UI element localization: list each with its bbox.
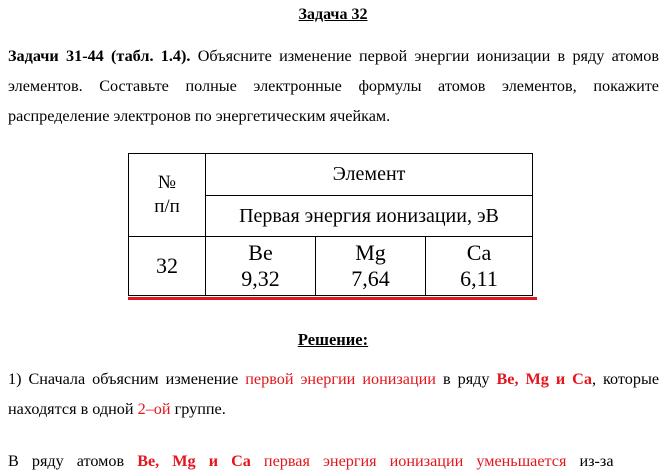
text-run: В ряду атомов (8, 452, 138, 470)
ionization-table (128, 153, 533, 296)
element-cell-mg (316, 237, 426, 296)
text-run: в ряду (435, 370, 497, 388)
task-title: Задача 32 (298, 6, 368, 23)
highlight-energy: первой энергии ионизации (245, 370, 436, 388)
energy-header: Первая энергия ионизации, эВ (206, 196, 533, 237)
solution-title: Решение: (297, 330, 369, 349)
row-number: 32 (129, 237, 206, 296)
element-value: 7,64 (351, 266, 390, 291)
solution-paragraph-2 (8, 446, 659, 476)
element-symbol: Be (248, 240, 273, 265)
highlight-elements: Be, Mg и Ca (496, 370, 592, 388)
task-text: Объясните изменение первой энергии ионизации в ряду атомов элементов. Составьте полные электронные формулы атомов элементов, покажите распределение электронов по энергетическим ячейкам. (8, 47, 659, 125)
num-header: № п/п (129, 154, 206, 237)
highlight-energy-decrease: первая энергия ионизации уменьшается (263, 452, 567, 470)
task-statement (8, 41, 659, 131)
text-run: из-за (566, 452, 614, 470)
element-header: Элемент (206, 154, 533, 196)
element-value: 6,11 (460, 266, 498, 291)
task-prefix: Задачи 31-44 (табл. 1.4). (8, 47, 191, 65)
text-run: 1) Сначала объясним изменение (8, 370, 246, 388)
element-cell-be (206, 237, 316, 296)
text-run: группе. (170, 400, 226, 418)
element-symbol: Ca (466, 240, 492, 265)
solution-paragraph-1 (8, 364, 659, 424)
element-symbol: Mg (355, 240, 386, 265)
text-run (251, 452, 264, 470)
data-table-wrapper (128, 153, 533, 296)
element-cell-ca (426, 237, 533, 296)
text-run: , которые находятся в одной (8, 370, 660, 418)
element-value: 9,32 (241, 266, 280, 291)
highlight-group: 2–ой (137, 400, 171, 418)
red-underline (128, 297, 537, 300)
highlight-elements: Be, Mg и Ca (137, 452, 251, 470)
